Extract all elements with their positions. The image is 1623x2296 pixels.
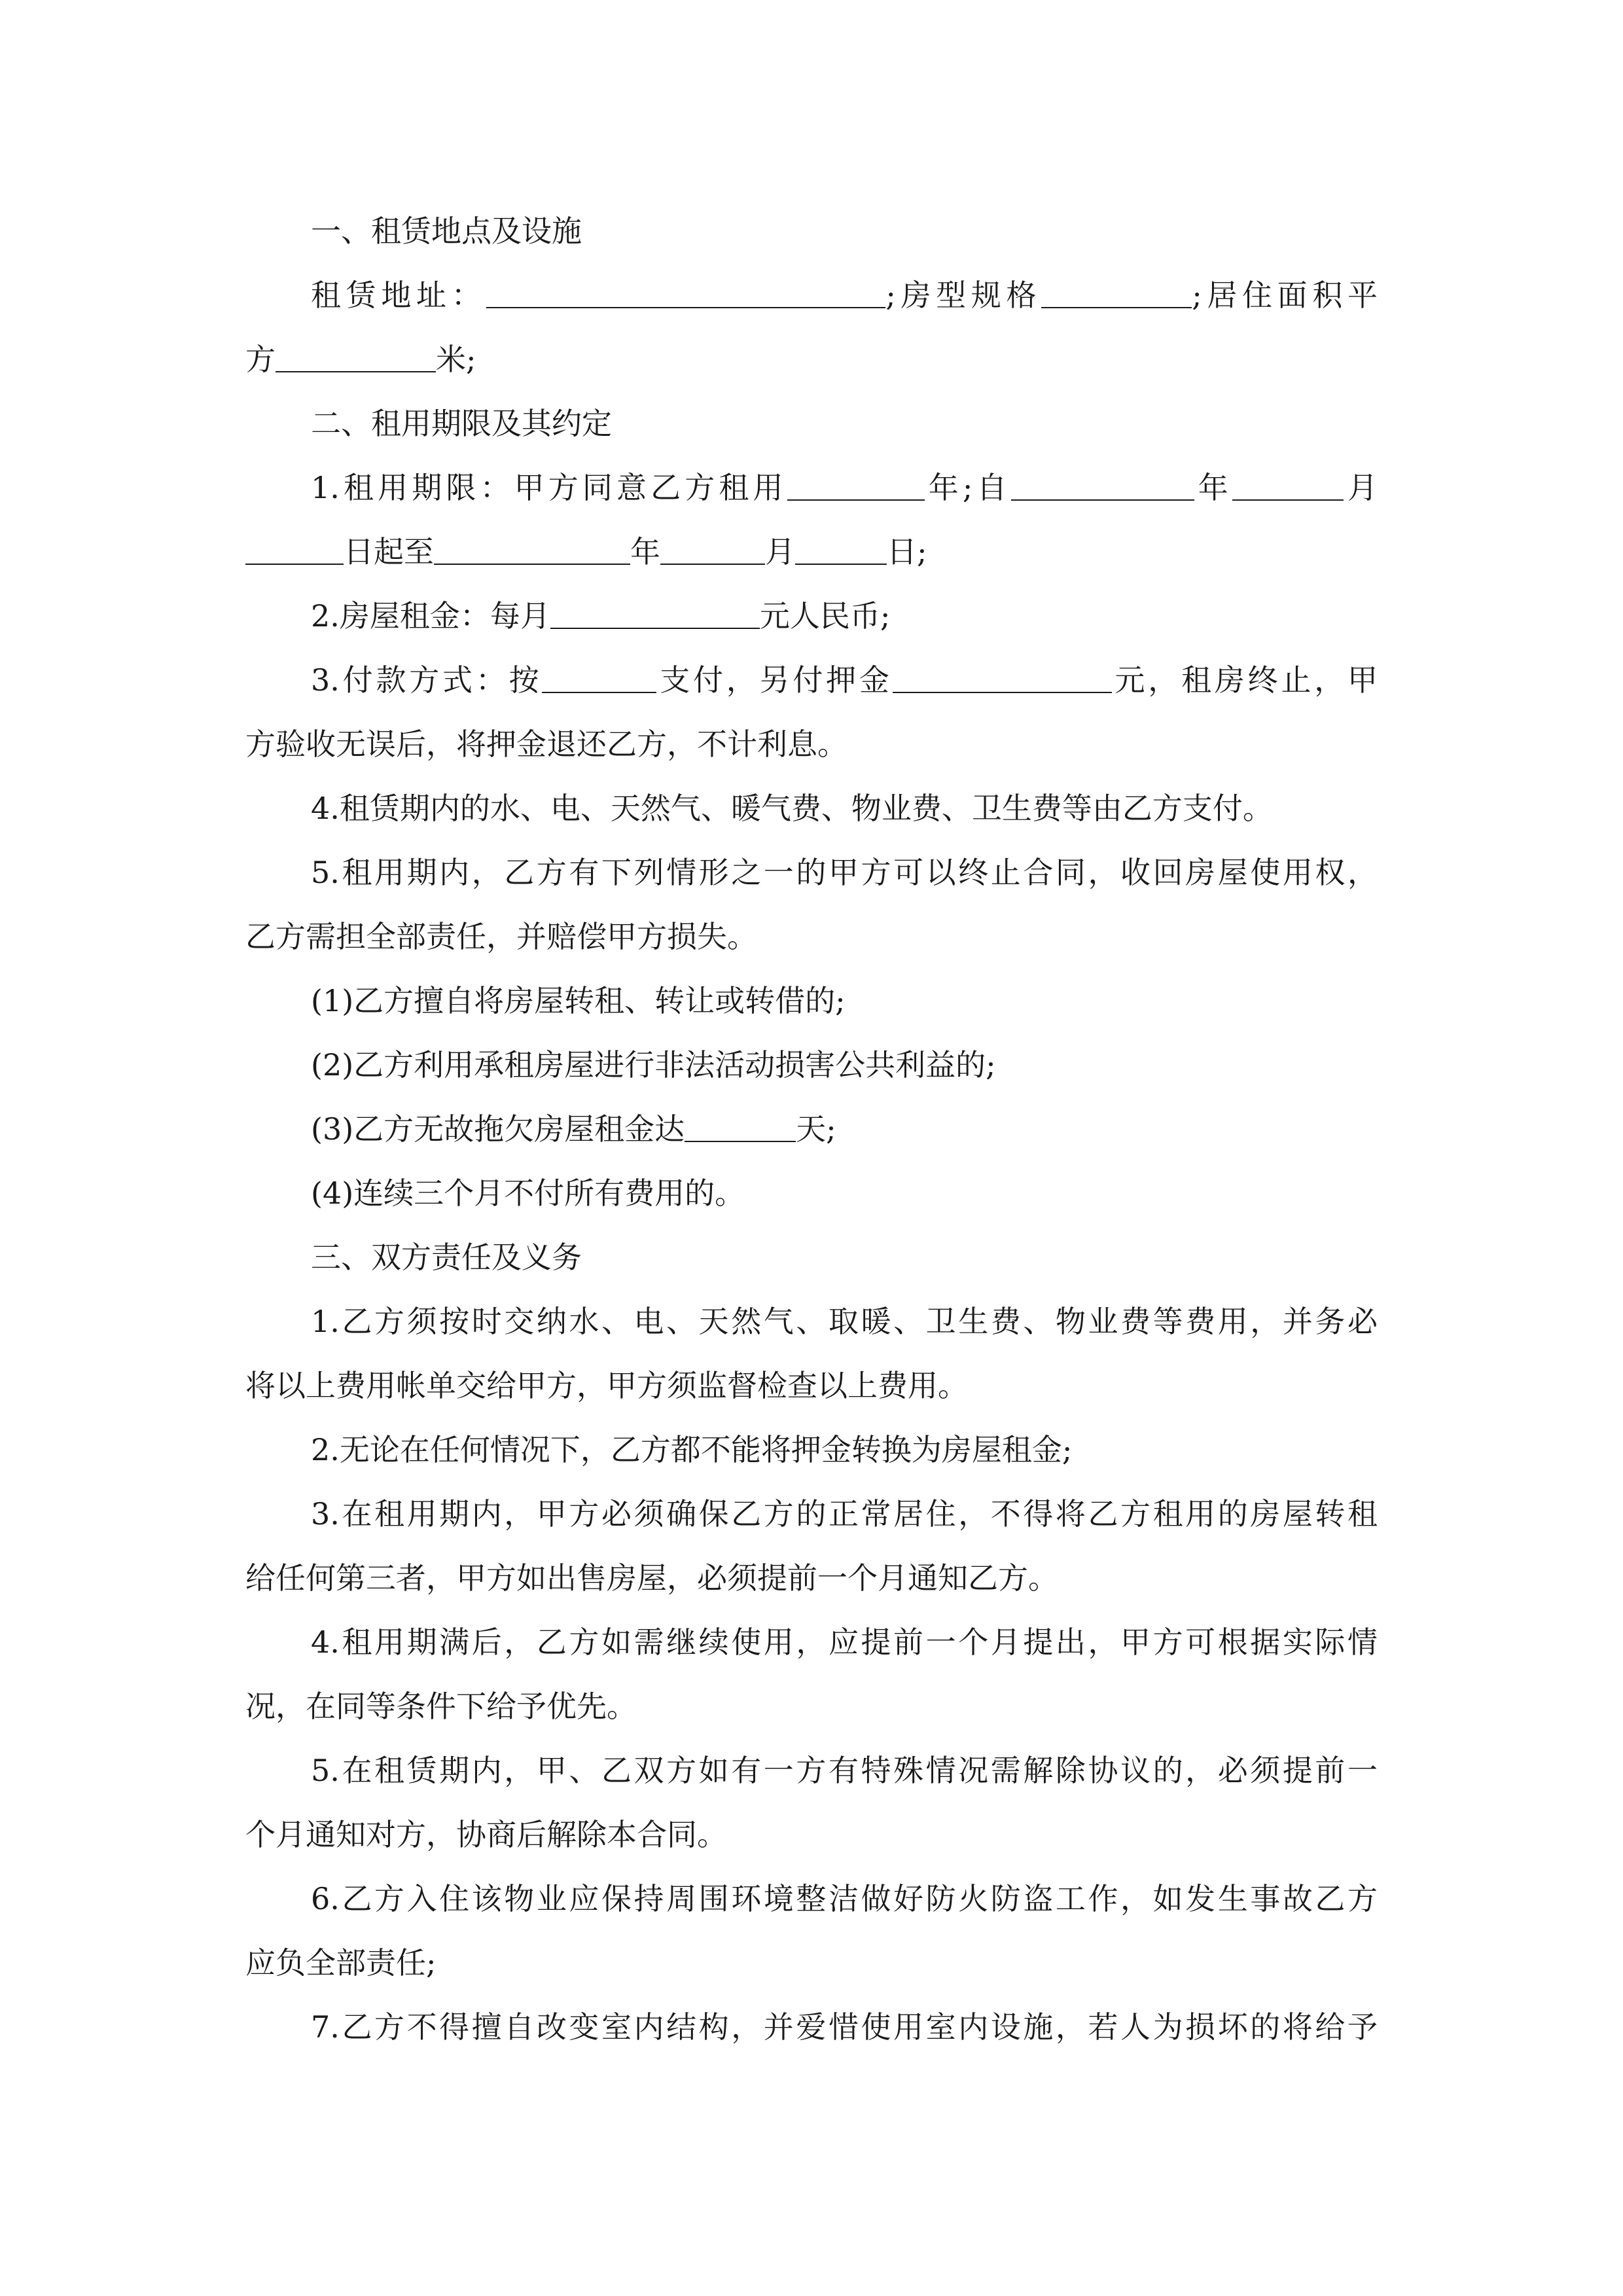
address-label: 租赁地址： bbox=[311, 278, 487, 313]
clause-2-1-line-2 bbox=[245, 520, 1378, 584]
clause-3-1-line-1: 1.乙方须按时交纳水、电、天然气、取暖、卫生费、物业费等费用，并务必 bbox=[311, 1304, 1378, 1339]
clause-2-5-line-2: 乙方需担全部责任，并赔偿甲方损失。 bbox=[245, 919, 757, 954]
room-type-blank[interactable] bbox=[1041, 276, 1192, 308]
clause-2-5-item-2: (2)乙方利用承租房屋进行非法活动损害公共利益的; bbox=[311, 1047, 996, 1083]
clause-3-6-line-2: 应负全部责任; bbox=[245, 1945, 437, 1981]
end-year-label: 年 bbox=[630, 534, 660, 569]
area-label-cont: 方 bbox=[245, 342, 276, 377]
deposit-label: 支付，另付押金 bbox=[656, 662, 893, 698]
term-label: 1.租用期限：甲方同意乙方租用 bbox=[311, 470, 787, 505]
clause-3-4-line-2: 况，在同等条件下给予优先。 bbox=[245, 1689, 637, 1724]
rent-unit: 元人民币; bbox=[759, 598, 891, 634]
start-month-blank[interactable] bbox=[1232, 468, 1344, 501]
start-month-label: 月 bbox=[1343, 470, 1378, 505]
paragraph-area-line bbox=[245, 327, 1378, 391]
clause-3-4-line-1: 4.租用期满后，乙方如需继续使用，应提前一个月提出，甲方可根据实际情 bbox=[311, 1624, 1378, 1660]
term-from-label: 年;自 bbox=[924, 470, 1011, 505]
section-heading-term: 二、租用期限及其约定 bbox=[311, 406, 612, 441]
area-unit: 米; bbox=[436, 342, 476, 377]
payment-label: 3.付款方式：按 bbox=[311, 662, 543, 698]
clause-2-5-item-4: (4)连续三个月不付所有费用的。 bbox=[311, 1175, 745, 1211]
rent-label: 2.房屋租金：每月 bbox=[311, 598, 550, 634]
clause-2-2 bbox=[245, 584, 1378, 648]
clause-3-2: 2.无论在任何情况下，乙方都不能将押金转换为房屋租金; bbox=[311, 1432, 1073, 1467]
arrears-days-blank[interactable] bbox=[685, 1109, 796, 1142]
end-month-label: 月 bbox=[765, 534, 795, 569]
address-blank[interactable] bbox=[486, 276, 885, 308]
section-heading-duties: 三、双方责任及义务 bbox=[311, 1240, 582, 1275]
start-day-label: 日起至 bbox=[344, 534, 434, 569]
clause-2-5-item-1: (1)乙方擅自将房屋转租、转让或转借的; bbox=[311, 983, 846, 1018]
section-heading-location: 一、租赁地点及设施 bbox=[311, 213, 582, 249]
clause-2-1-line-1 bbox=[245, 456, 1378, 520]
clause-2-5-item-3 bbox=[245, 1097, 1378, 1161]
end-year-blank[interactable] bbox=[434, 532, 630, 565]
end-day-blank[interactable] bbox=[795, 532, 887, 565]
area-label: ;居住面积平 bbox=[1192, 278, 1378, 313]
clause-3-5-line-2: 个月通知对方，协商后解除本合同。 bbox=[245, 1817, 727, 1852]
contract-body bbox=[245, 199, 1378, 2059]
clause-3-5-line-1: 5.在租赁期内，甲、乙双方如有一方有特殊情况需解除协议的，必须提前一 bbox=[311, 1753, 1378, 1788]
paragraph-address-line bbox=[245, 263, 1378, 327]
end-month-blank[interactable] bbox=[660, 532, 765, 565]
end-day-label: 日; bbox=[887, 534, 927, 569]
clause-3-3-line-2: 给任何第三者，甲方如出售房屋，必须提前一个月通知乙方。 bbox=[245, 1560, 1058, 1596]
arrears-unit: 天; bbox=[796, 1111, 836, 1147]
clause-3-6-line-1: 6.乙方入住该物业应保持周围环境整洁做好防火防盗工作，如发生事故乙方 bbox=[311, 1881, 1378, 1916]
payment-method-blank[interactable] bbox=[542, 660, 656, 693]
arrears-label: (3)乙方无故拖欠房屋租金达 bbox=[311, 1111, 685, 1147]
area-blank[interactable] bbox=[276, 340, 436, 372]
clause-2-3-line-1 bbox=[245, 648, 1378, 712]
rent-amount-blank[interactable] bbox=[550, 596, 760, 629]
start-year-label: 年 bbox=[1194, 470, 1232, 505]
deposit-tail: 元，租房终止，甲 bbox=[1111, 662, 1378, 698]
term-years-blank[interactable] bbox=[787, 468, 925, 501]
clause-2-5-line-1: 5.租用期内，乙方有下列情形之一的甲方可以终止合同，收回房屋使用权， bbox=[311, 855, 1378, 890]
clause-2-4: 4.租赁期内的水、电、天然气、暖气费、物业费、卫生费等由乙方支付。 bbox=[311, 791, 1273, 826]
start-day-blank[interactable] bbox=[245, 532, 344, 565]
deposit-amount-blank[interactable] bbox=[893, 660, 1112, 693]
room-type-label: ;房型规格 bbox=[885, 278, 1042, 313]
start-year-blank[interactable] bbox=[1011, 468, 1194, 501]
clause-3-1-line-2: 将以上费用帐单交给甲方，甲方须监督检查以上费用。 bbox=[245, 1368, 968, 1403]
clause-3-7-line-1: 7.乙方不得擅自改变室内结构，并爱惜使用室内设施，若人为损坏的将给予 bbox=[311, 2009, 1378, 2045]
clause-2-3-line-2: 方验收无误后，将押金退还乙方，不计利息。 bbox=[245, 726, 847, 762]
clause-3-3-line-1: 3.在租用期内，甲方必须确保乙方的正常居住，不得将乙方租用的房屋转租 bbox=[311, 1496, 1378, 1532]
